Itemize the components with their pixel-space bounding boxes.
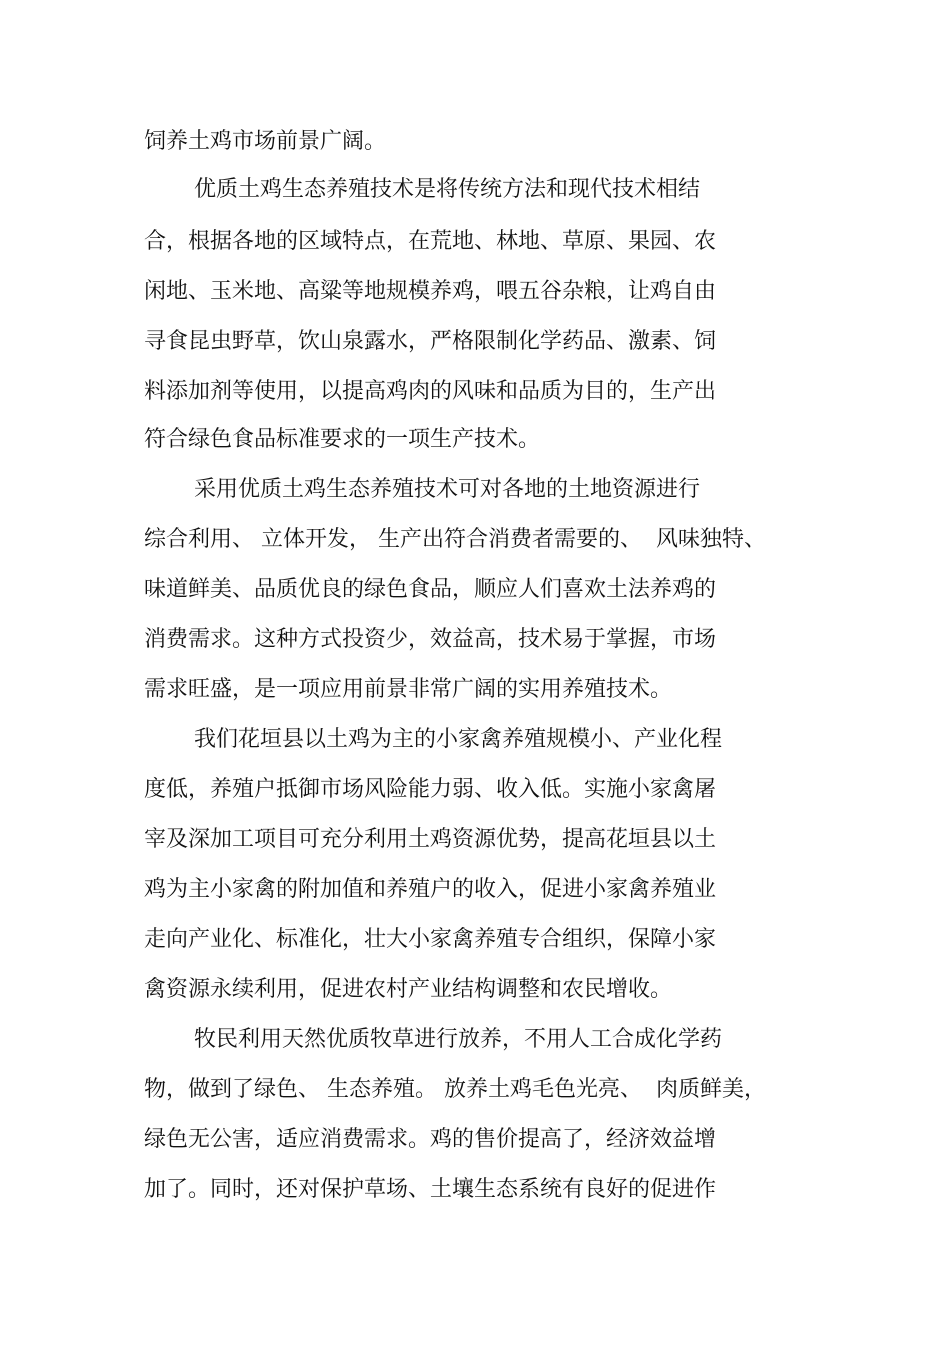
text-line: 走向产业化、标准化，壮大小家禽养殖专合组织，保障小家: [144, 927, 717, 952]
text-line: 消费需求。这种方式投资少，效益高，技术易于掌握，市场: [144, 627, 717, 652]
text-line: 需求旺盛，是一项应用前景非常广阔的实用养殖技术。: [144, 677, 673, 702]
paragraph-first-line: 优质土鸡生态养殖技术是将传统方法和现代技术相结: [194, 177, 701, 202]
paragraph-first-line: 牧民利用天然优质牧草进行放养，不用人工合成化学药: [194, 1027, 723, 1052]
paragraph-first-line: 采用优质土鸡生态养殖技术可对各地的土地资源进行: [194, 477, 701, 502]
text-line: 闲地、玉米地、高粱等地规模养鸡，喂五谷杂粮，让鸡自由: [144, 279, 717, 304]
text-line: 绿色无公害，适应消费需求。鸡的售价提高了，经济效益增: [144, 1127, 717, 1152]
text-line: 寻食昆虫野草，饮山泉露水，严格限制化学药品、激素、饲: [144, 329, 717, 354]
text-line: 物，做到了绿色、 生态养殖。 放养土鸡毛色光亮、 肉质鲜美，: [144, 1077, 766, 1102]
text-line: 禽资源永续利用，促进农村产业结构调整和农民增收。: [144, 977, 673, 1002]
text-line: 度低，养殖户抵御市场风险能力弱、收入低。实施小家禽屠: [144, 777, 717, 802]
text-line: 合，根据各地的区域特点，在荒地、林地、草原、果园、农: [144, 229, 717, 254]
text-line: 鸡为主小家禽的附加值和养殖户的收入，促进小家禽养殖业: [144, 877, 717, 902]
text-line: 饲养土鸡市场前景广阔。: [144, 129, 387, 154]
text-line: 料添加剂等使用，以提高鸡肉的风味和品质为目的，生产出: [144, 379, 717, 404]
text-line: 加了。同时，还对保护草场、土壤生态系统有良好的促进作: [144, 1177, 717, 1202]
text-line: 宰及深加工项目可充分利用土鸡资源优势，提高花垣县以土: [144, 827, 717, 852]
text-line: 综合利用、 立体开发， 生产出符合消费者需要的、 风味独特、: [144, 527, 766, 552]
paragraph-first-line: 我们花垣县以土鸡为主的小家禽养殖规模小、产业化程: [194, 727, 723, 752]
text-line: 符合绿色食品标准要求的一项生产技术。: [144, 427, 541, 452]
text-line: 味道鲜美、品质优良的绿色食品，顺应人们喜欢土法养鸡的: [144, 577, 717, 602]
